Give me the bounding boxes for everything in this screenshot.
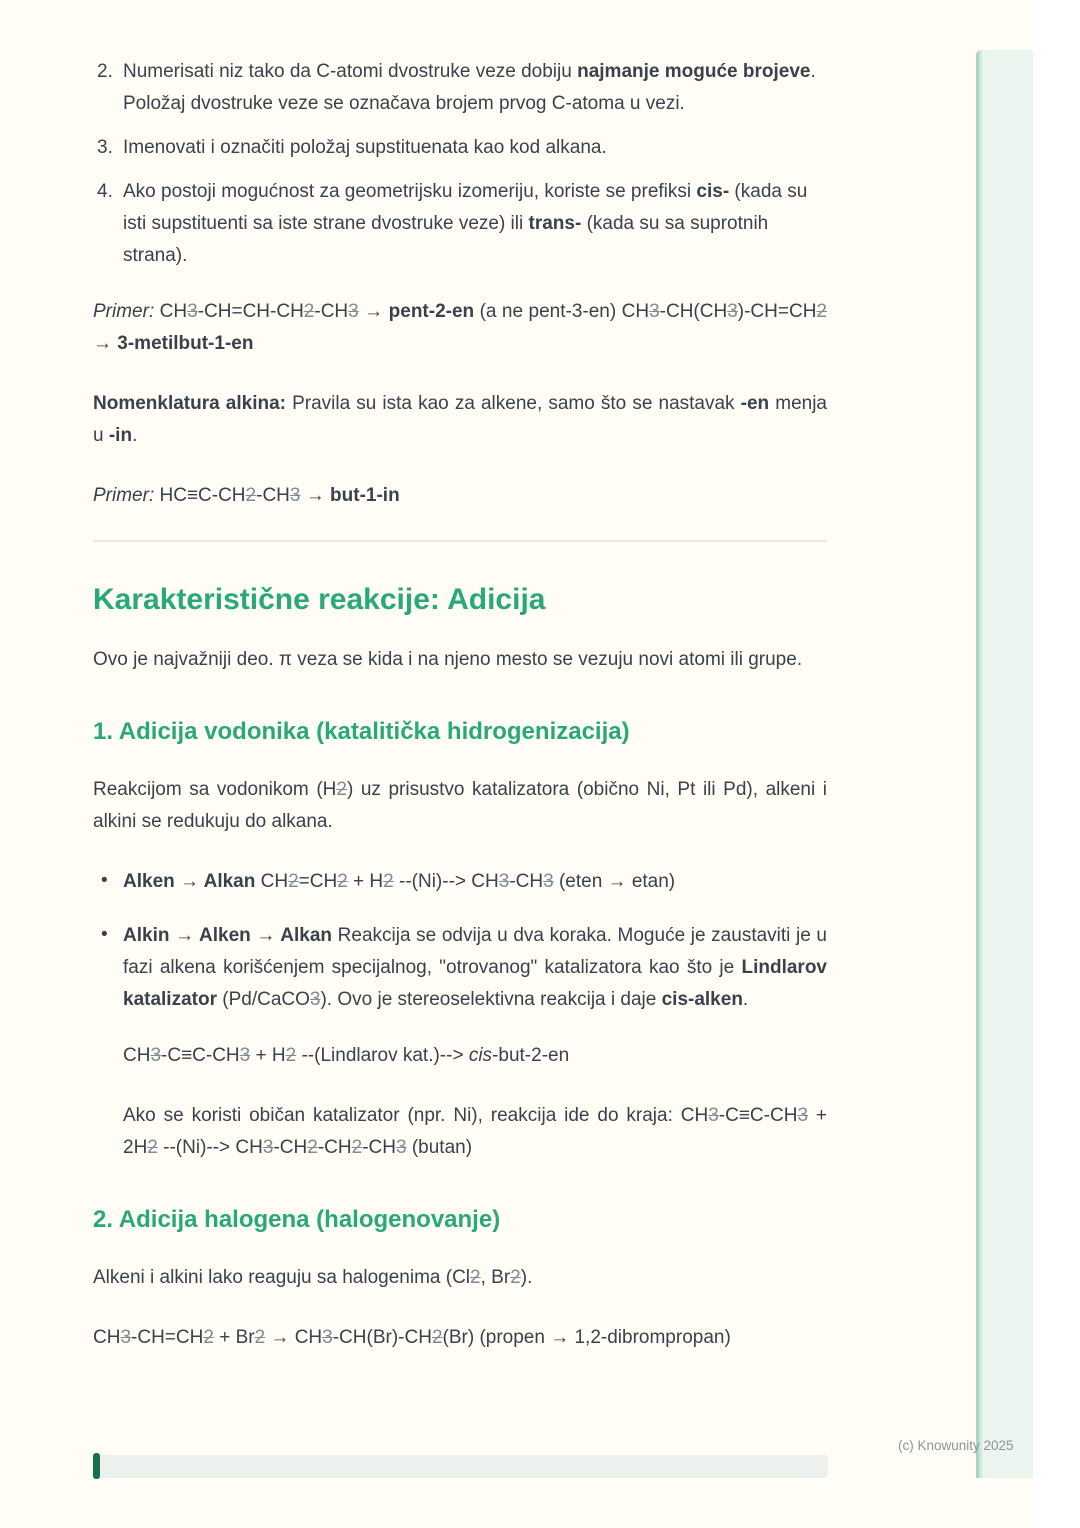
text-run: . [742, 989, 749, 1010]
subsection-halogenation [93, 1204, 827, 1236]
text-run: Karakteristične reakcije: Adicija [93, 583, 546, 616]
text-run: -CH [256, 485, 290, 506]
text-run: Alkeni i alkini lako reaguju sa halogenima (Cl [93, 1267, 471, 1288]
subscript-digit: 3 [322, 1327, 333, 1348]
text-run: menja u [93, 393, 828, 446]
text-run: cis-alken [661, 989, 743, 1010]
text-run: → CH [265, 1327, 323, 1348]
copyright-notice: (c) Knowunity 2025 [898, 1438, 1014, 1453]
list-item-text [123, 871, 675, 892]
text-run: Primer: [93, 485, 155, 506]
lindlar-equation [123, 1040, 827, 1072]
text-run: Reakcijom sa vodonikom (H [93, 779, 337, 800]
text-run: . Položaj dvostruke veze se označava brojem prvog C-atoma u vezi. [123, 61, 816, 114]
subscript-digit: 2 [254, 1327, 266, 1348]
text-run: (kada su sa suprotnih strana). [123, 213, 769, 266]
text-run: Ako se koristi običan katalizator (npr. Ni), reakcija ide do kraja: CH [123, 1105, 709, 1126]
text-run: HC≡C-CH [154, 485, 246, 506]
subscript-digit: 3 [187, 301, 198, 322]
subscript-digit: 3 [239, 1045, 251, 1066]
text-run: -CH [273, 1137, 308, 1158]
alkyne-nomenclature [93, 388, 827, 452]
subscript-digit: 2 [307, 1137, 318, 1158]
text-run: (Br) (propen → 1,2-dibrompropan) [442, 1327, 731, 1348]
text-run: (Pd/CaCO [216, 989, 310, 1010]
text-run: , Br [480, 1267, 511, 1288]
text-run: + H [250, 1045, 286, 1066]
subscript-digit: 3 [498, 871, 510, 892]
text-run: (eten → etan) [553, 871, 676, 892]
subscript-digit: 3 [708, 1105, 719, 1126]
subscript-digit: 3 [309, 989, 321, 1010]
text-run: -CH [362, 1137, 396, 1158]
subscript-digit: 2 [203, 1327, 214, 1348]
subscript-digit: 3 [289, 485, 301, 506]
text-run: → [93, 333, 118, 354]
text-run: CH [93, 1327, 121, 1348]
subscript-digit: 2 [383, 871, 394, 892]
subscript-digit: 2 [337, 871, 348, 892]
subscript-digit: 3 [395, 1137, 407, 1158]
text-run: -in [108, 425, 133, 446]
text-run: CH [154, 301, 188, 322]
text-run: CH [123, 1045, 151, 1066]
halogenation-description [93, 1262, 827, 1294]
text-run: → [358, 301, 389, 322]
text-run: -CH [317, 1137, 352, 1158]
rule-item-numbering [93, 56, 827, 120]
subscript-digit: 2 [147, 1137, 158, 1158]
text-run: Alken → Alkan [123, 871, 256, 892]
text-run: but-1-in [330, 485, 400, 506]
text-run: -CH=CH-CH [197, 301, 304, 322]
text-run: + 2H [123, 1105, 827, 1158]
subscript-digit: 2 [816, 301, 827, 322]
text-run: Alkin → Alken → Alkan [123, 925, 333, 946]
subscript-digit: 2 [303, 301, 315, 322]
bullet-dot: • [101, 870, 108, 891]
text-run: pent-2-en [388, 301, 475, 322]
subscript-digit: 2 [288, 871, 299, 892]
text-run: --(Lindlarov kat.)--> [296, 1045, 469, 1066]
text-run: + H [347, 871, 384, 892]
subscript-digit: 2 [336, 779, 347, 800]
text-run: . [132, 425, 138, 446]
text-run: Nomenklatura alkina: [93, 393, 286, 414]
example-alkene-naming [93, 296, 827, 360]
subscript-digit: 2 [351, 1137, 363, 1158]
text-run: ). Ovo je stereoselektivna reakcija i daje [320, 989, 662, 1010]
text-run: → [300, 485, 331, 506]
text-run: 3-metilbut-1-en [117, 333, 254, 354]
bullet-alkene-to-alkane [93, 866, 827, 898]
text-run: Pravila su ista kao za alkene, samo što se nastavak [286, 393, 741, 414]
document-content [93, 56, 827, 1382]
text-run: -CH(Br)-CH [332, 1327, 432, 1348]
text-run: --(Ni)--> CH [393, 871, 499, 892]
full-hydrogenation-note [123, 1100, 827, 1164]
text-run: -en [740, 393, 770, 414]
hydrogenation-description [93, 774, 827, 838]
subscript-digit: 2 [470, 1267, 481, 1288]
subscript-digit: 2 [245, 485, 257, 506]
list-number: 2. [97, 61, 113, 82]
text-run: (kada su isti supstituenti sa iste strane dvostruke veze) ili [123, 181, 808, 234]
text-run: -C≡C-CH [718, 1105, 798, 1126]
subsection-hydrogenation [93, 716, 827, 748]
text-run: Ovo je najvažniji deo. π veza se kida i na njeno mesto se vezuju novi atomi ili grupe. [93, 649, 803, 670]
text-run: najmanje moguće brojeve [577, 61, 811, 82]
text-run: Ako postoji mogućnost za geometrijsku izomeriju, koriste se prefiksi [123, 181, 697, 202]
list-number: 3. [97, 137, 113, 158]
text-run: -CH=CH [131, 1327, 204, 1348]
addition-intro [93, 644, 827, 676]
text-run: 2. Adicija halogena (halogenovanje) [93, 1206, 501, 1233]
text-run: (butan) [406, 1137, 473, 1158]
bullet-alkyne-to-alkane [93, 920, 827, 1016]
right-page-gutter [1033, 0, 1080, 1528]
subscript-digit: 3 [543, 871, 554, 892]
halogenation-equation [93, 1322, 827, 1354]
text-run: Lindlarov katalizator [123, 957, 827, 1010]
section-title-addition-reactions [93, 580, 827, 620]
text-run: Imenovati i označiti položaj supstituenata kao kod alkana. [123, 137, 607, 158]
text-run: --(Ni)--> CH [157, 1137, 263, 1158]
list-item-text [123, 137, 607, 158]
list-item-text [123, 925, 827, 1010]
text-run: (a ne pent-3-en) CH [474, 301, 650, 322]
horizontal-scrollbar-thumb[interactable] [93, 1453, 100, 1479]
text-run: CH [255, 871, 289, 892]
text-run: )-CH=CH [737, 301, 817, 322]
text-run: cis- [696, 181, 730, 202]
text-run: Reakcija se odvija u dva koraka. Moguće je zaustaviti je u fazi alkena korišćenjem specijalnog, "otrovanog" katalizatora kao što je [123, 925, 827, 978]
text-run: -CH [314, 301, 349, 322]
subscript-digit: 2 [285, 1045, 297, 1066]
subscript-digit: 3 [120, 1327, 132, 1348]
section-divider [93, 540, 827, 542]
text-run: cis [468, 1045, 493, 1066]
horizontal-scrollbar-track[interactable] [93, 1455, 828, 1478]
subscript-digit: 2 [510, 1267, 521, 1288]
text-run: ). [520, 1267, 533, 1288]
text-run: Numerisati niz tako da C-atomi dvostruke veze dobiju [123, 61, 578, 82]
text-run: Primer: [93, 301, 155, 322]
example-alkyne-naming [93, 480, 827, 512]
text-run: -CH(CH [659, 301, 728, 322]
text-run: ) uz prisustvo katalizatora (obično Ni, Pt ili Pd), alkeni i alkini se redukuju do alkana. [93, 779, 827, 832]
text-run: + Br [213, 1327, 255, 1348]
list-item-text [123, 181, 807, 266]
text-run: =CH [298, 871, 338, 892]
subscript-digit: 3 [727, 301, 738, 322]
text-run: -but-2-en [492, 1045, 570, 1066]
list-number: 4. [97, 181, 113, 202]
text-run: trans- [528, 213, 582, 234]
text-run: 1. Adicija vodonika (katalitička hidrogenizacija) [93, 718, 630, 745]
right-margin-strip [976, 50, 1033, 1478]
rule-item-substituents [93, 132, 827, 164]
text-run: -C≡C-CH [161, 1045, 240, 1066]
subscript-digit: 3 [262, 1137, 274, 1158]
subscript-digit: 3 [797, 1105, 809, 1126]
subscript-digit: 2 [431, 1327, 443, 1348]
list-item-text [123, 61, 816, 114]
subscript-digit: 3 [649, 301, 660, 322]
bullet-dot: • [101, 924, 108, 945]
subscript-digit: 3 [150, 1045, 162, 1066]
text-run: -CH [509, 871, 544, 892]
rule-item-cis-trans [93, 176, 827, 272]
subscript-digit: 3 [348, 301, 359, 322]
